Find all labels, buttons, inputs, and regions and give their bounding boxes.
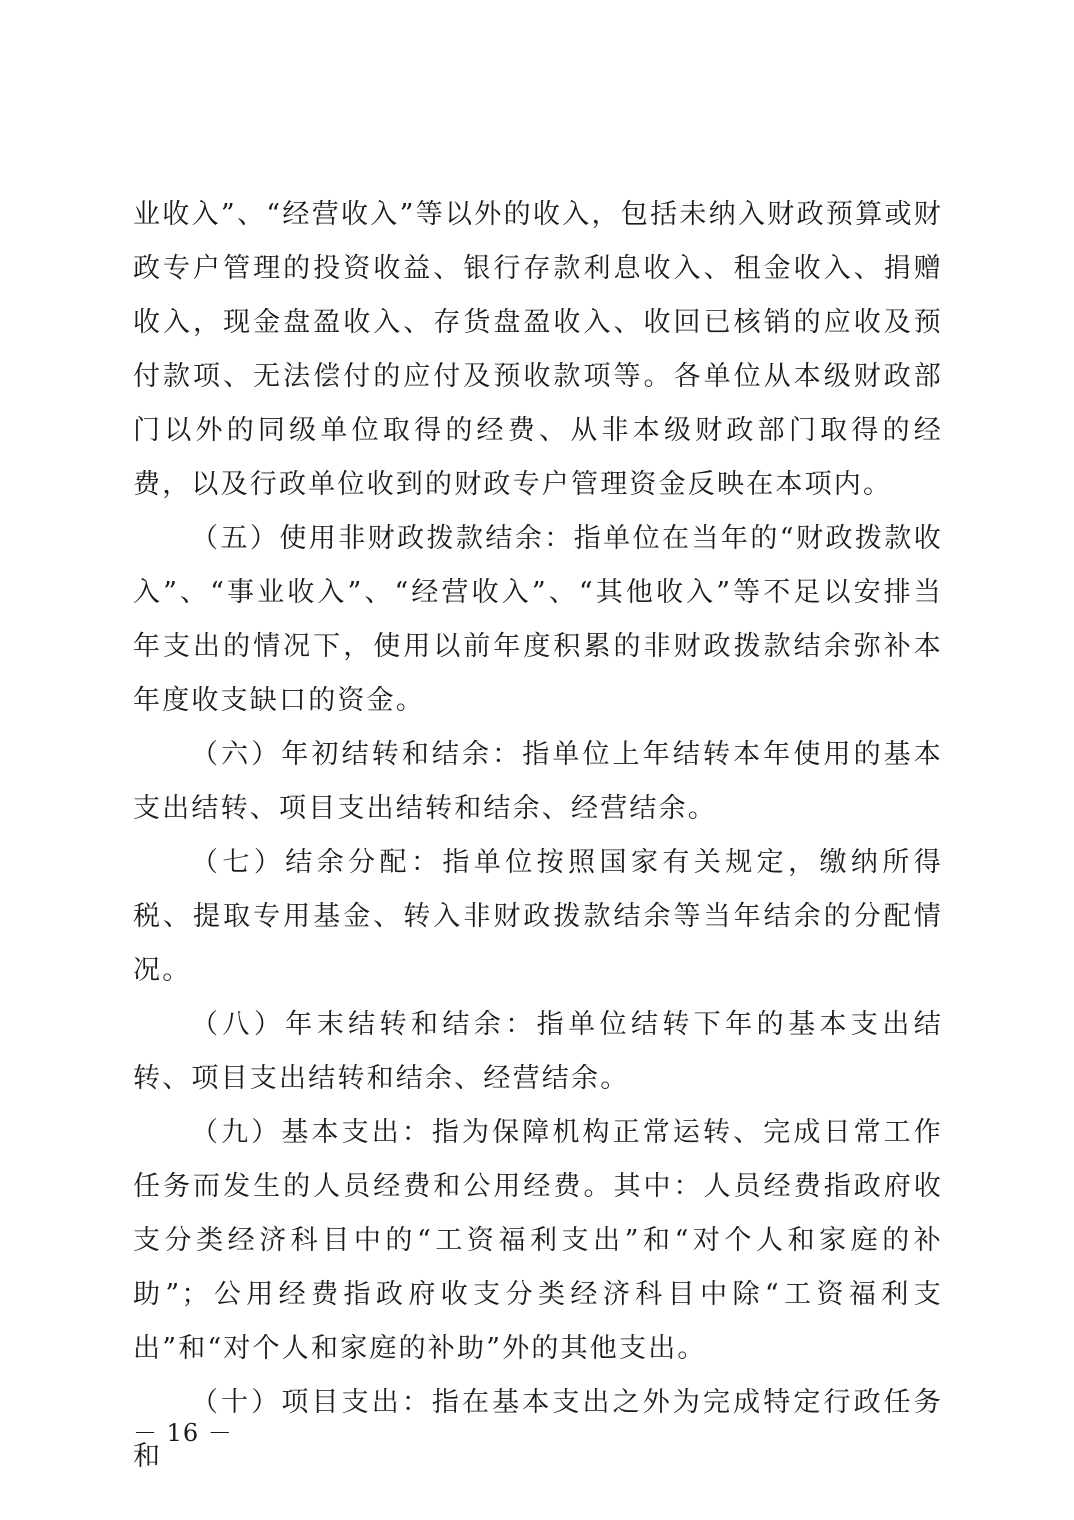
paragraph-item-6: （六）年初结转和结余：指单位上年结转本年使用的基本支出结转、项目支出结转和结余、经营结余。: [133, 739, 943, 824]
paragraph-item-5: （五）使用非财政拨款结余：指单位在当年的“财政拨款收入”、“事业收入”、“经营收入”、“其他收入”等不足以安排当年支出的情况下，使用以前年度积累的非财政拨款结余弥补本年度收支缺口的资金。: [133, 523, 943, 716]
body-text: [133, 188, 943, 1484]
paragraph-item-7: （七）结余分配：指单位按照国家有关规定，缴纳所得税、提取专用基金、转入非财政拨款结余等当年结余的分配情况。: [133, 847, 943, 986]
paragraph-item-9: （九）基本支出：指为保障机构正常运转、完成日常工作任务而发生的人员经费和公用经费。其中：人员经费指政府收支分类经济科目中的“工资福利支出”和“对个人和家庭的补助”；公用经费指政府收支分类经济科目中除“工资福利支出”和“对个人和家庭的补助”外的其他支出。: [133, 1117, 943, 1364]
paragraph-item-10: （十）项目支出：指在基本支出之外为完成特定行政任务和: [133, 1387, 943, 1472]
paragraph-continuation-other-income: 业收入”、“经营收入”等以外的收入，包括未纳入财政预算或财政专户管理的投资收益、银行存款利息收入、租金收入、捐赠收入，现金盘盈收入、存货盘盈收入、收回已核销的应收及预付款项、无法偿付的应付及预收款项等。各单位从本级财政部门以外的同级单位取得的经费、从非本级财政部门取得的经费，以及行政单位收到的财政专户管理资金反映在本项内。: [133, 199, 943, 500]
paragraph-item-8: （八）年末结转和结余：指单位结转下年的基本支出结转、项目支出结转和结余、经营结余。: [133, 1009, 943, 1094]
page-number: － 16 －: [133, 1419, 233, 1447]
